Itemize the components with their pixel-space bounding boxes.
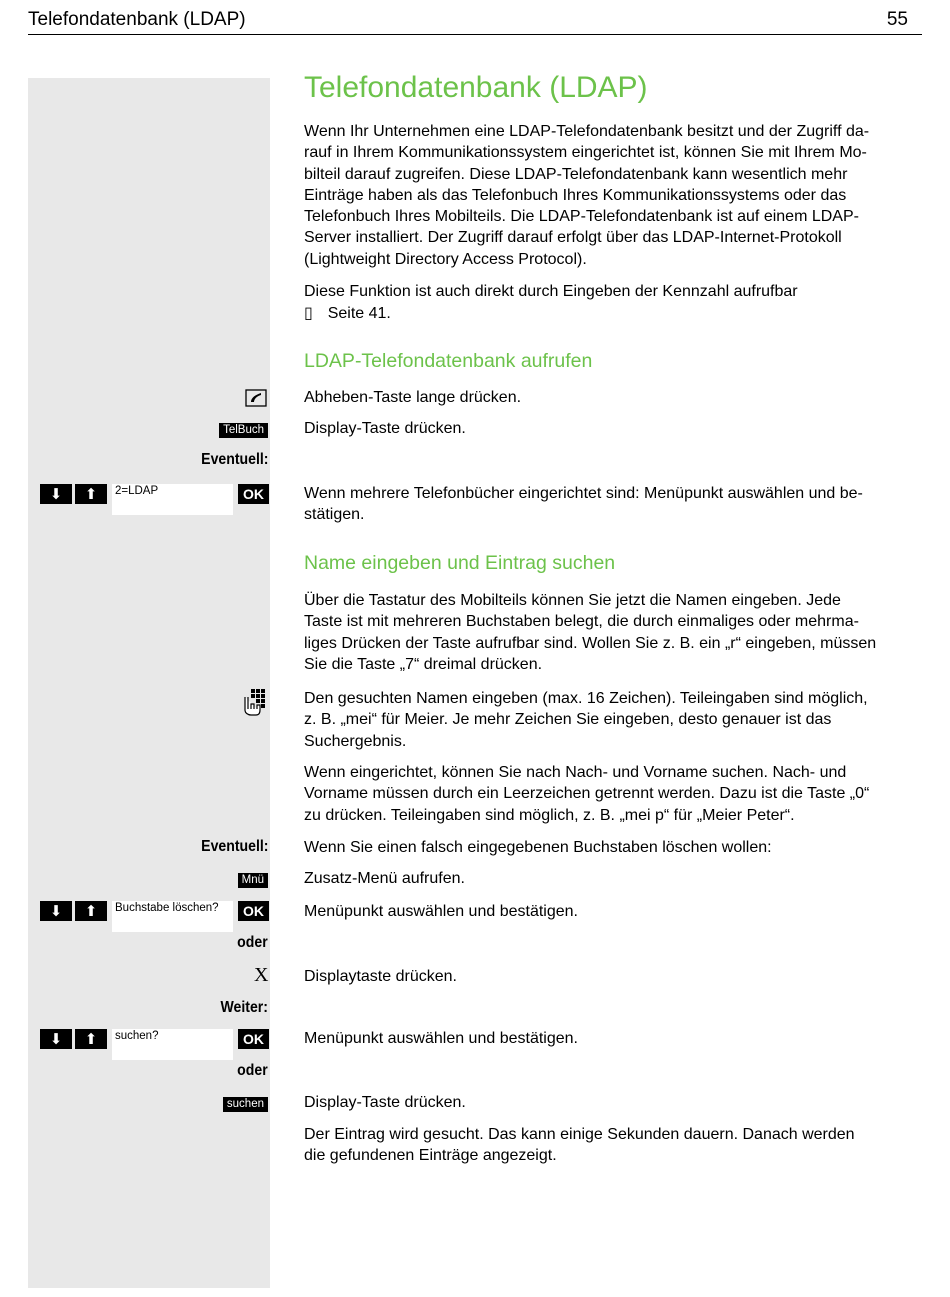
- label-weiter: Weiter:: [220, 999, 268, 1016]
- ok-button[interactable]: OK: [238, 901, 269, 921]
- step-select-phonebook: [304, 483, 924, 526]
- text-line: Diese Funktion ist auch direkt durch Eingeben der Kennzahl aufrufbar: [304, 283, 798, 300]
- text-line: Wenn Ihr Unternehmen eine LDAP-Telefondatenbank besitzt und der Zugriff da-: [304, 123, 870, 140]
- ok-button[interactable]: OK: [238, 484, 269, 504]
- label-eventuell-2: Eventuell:: [200, 838, 268, 855]
- arrow-up-icon[interactable]: ⬆: [75, 901, 107, 921]
- text-line: Telefonbuch Ihres Mobilteils. Die LDAP-Telefondatenbank ist auf einem LDAP-: [304, 208, 859, 226]
- arrow-down-icon[interactable]: ⬇: [40, 484, 72, 504]
- page-heading: Telefondatenbank (LDAP): [304, 71, 648, 104]
- ok-button[interactable]: OK: [238, 1029, 269, 1049]
- text-line: Vorname müssen durch ein Leerzeichen getrennt werden. Dazu ist die Taste „0“: [304, 785, 870, 803]
- reference-text: Seite 41.: [327, 305, 391, 323]
- running-header-title: Telefondatenbank (LDAP): [28, 9, 246, 30]
- text-line: Über die Tastatur des Mobilteils können Sie jetzt die Namen eingeben. Jede: [304, 592, 841, 609]
- text-line: liges Drücken der Taste aufrufbar sind. Wollen Sie z. B. ein „r“ eingeben, müssen: [304, 634, 877, 652]
- label-eventuell: Eventuell:: [200, 451, 268, 468]
- name-entry-paragraph: [304, 688, 924, 752]
- intro-paragraph: [304, 121, 924, 270]
- arrow-down-icon[interactable]: ⬇: [40, 901, 72, 921]
- softkey-menu[interactable]: Mnü: [238, 873, 268, 888]
- step-menu: Zusatz-Menü aufrufen.: [304, 870, 465, 887]
- text-line: zu drücken. Teileingaben sind möglich, z. B. „mei p“ für „Meier Peter“.: [304, 806, 795, 824]
- text-line: Einträge haben als das Telefonbuch Ihres Kommunikationssystems oder das: [304, 186, 847, 204]
- text-line: Server installiert. Der Zugriff darauf erfolgt über das LDAP-Internet-Protokoll: [304, 229, 842, 247]
- text-line: die gefundenen Einträge angezeigt.: [304, 1147, 557, 1165]
- step-displaykey: Displaytaste drücken.: [304, 968, 457, 985]
- step-search-select: Menüpunkt auswählen und bestätigen.: [304, 1030, 578, 1047]
- text-line: (Lightweight Directory Access Protocol).: [304, 250, 587, 268]
- fullname-paragraph: [304, 762, 924, 826]
- arrow-down-icon[interactable]: ⬇: [40, 1029, 72, 1049]
- text-line: Den gesuchten Namen eingeben (max. 16 Zeichen). Teileingaben sind möglich,: [304, 690, 868, 707]
- result-paragraph: [304, 1124, 924, 1167]
- intro-paragraph-2: [304, 281, 924, 325]
- display-field: Buchstabe löschen?: [112, 901, 233, 932]
- text-line: Wenn mehrere Telefonbücher eingerichtet sind: Menüpunkt auswählen und be-: [304, 485, 863, 502]
- header-rule: [28, 34, 922, 35]
- text-line: Suchergebnis.: [304, 732, 407, 750]
- label-oder: oder: [237, 934, 268, 951]
- text-line: Sie die Taste „7“ dreimal drücken.: [304, 655, 543, 673]
- page-reference: [304, 302, 924, 324]
- arrow-up-icon[interactable]: ⬆: [75, 484, 107, 504]
- keyboard-paragraph: [304, 590, 924, 675]
- nav-row-ldap: [40, 484, 270, 518]
- step-display-key: Display-Taste drücken.: [304, 420, 466, 437]
- softkey-telbuch[interactable]: TelBuch: [219, 423, 268, 438]
- step-menu-select: Menüpunkt auswählen und bestätigen.: [304, 903, 578, 920]
- text-line: z. B. „mei“ für Meier. Je mehr Zeichen Sie eingeben, desto genauer ist das: [304, 711, 832, 729]
- arrow-up-icon[interactable]: ⬆: [75, 1029, 107, 1049]
- page-number: 55: [886, 9, 908, 30]
- text-line: Wenn eingerichtet, können Sie nach Nach- und Vorname suchen. Nach- und: [304, 764, 847, 781]
- section-heading-ldap: LDAP-Telefondatenbank aufrufen: [304, 350, 593, 372]
- display-field: suchen?: [112, 1029, 233, 1060]
- text-line: stätigen.: [304, 506, 365, 524]
- step-delete-intro: Wenn Sie einen falsch eingegebenen Buchstaben löschen wollen:: [304, 839, 772, 856]
- text-line: rauf in Ihrem Kommunikationssystem eingerichtet ist, können Sie mit Ihrem Mo-: [304, 144, 867, 162]
- reference-arrow-icon: ▯: [304, 303, 313, 323]
- step-search-key: Display-Taste drücken.: [304, 1094, 466, 1111]
- display-field: 2=LDAP: [112, 484, 233, 515]
- keypad-hand-icon: [242, 688, 268, 716]
- phone-offhook-icon: [245, 389, 267, 407]
- step-offhook: Abheben-Taste lange drücken.: [304, 389, 522, 406]
- nav-row-search: [40, 1029, 270, 1063]
- nav-row-delete: [40, 901, 270, 935]
- text-line: Der Eintrag wird gesucht. Das kann einige Sekunden dauern. Danach werden: [304, 1126, 855, 1143]
- text-line: bilteil darauf zugreifen. Diese LDAP-Telefondatenbank kann wesentlich mehr: [304, 165, 848, 183]
- section-heading-search: Name eingeben und Eintrag suchen: [304, 552, 616, 574]
- label-oder-2: oder: [237, 1062, 268, 1079]
- delete-x-icon[interactable]: X: [254, 964, 269, 986]
- softkey-suchen[interactable]: suchen: [223, 1097, 268, 1112]
- text-line: Taste ist mit mehreren Buchstaben belegt, die durch einmaliges oder mehrma-: [304, 613, 859, 631]
